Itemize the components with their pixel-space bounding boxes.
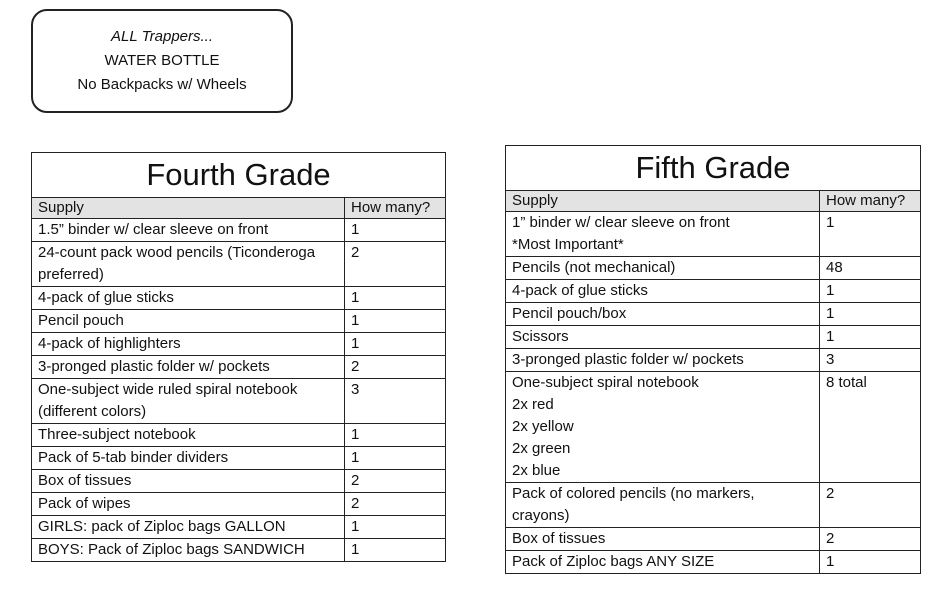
- table-row: [32, 493, 446, 516]
- table-row: [506, 349, 921, 372]
- supply-quantity: 2: [345, 493, 446, 516]
- supply-item-cell: [506, 372, 820, 483]
- notebook-color-blue: 2x blue: [512, 462, 561, 479]
- supply-item: 1.5” binder w/ clear sleeve on front: [32, 219, 345, 242]
- supply-quantity: 3: [345, 379, 446, 424]
- supply-quantity: 1: [820, 303, 921, 326]
- supply-item: Pencil pouch/box: [506, 303, 820, 326]
- notebook-color-yellow: 2x yellow: [512, 418, 574, 435]
- supply-quantity: 2: [820, 483, 921, 528]
- supply-quantity: 1: [345, 424, 446, 447]
- fourth-grade-title: Fourth Grade: [32, 153, 446, 198]
- note-line-all-trappers: ALL Trappers...: [111, 28, 213, 45]
- supply-item: Pack of Ziploc bags ANY SIZE: [506, 551, 820, 574]
- table-row: [506, 372, 921, 483]
- table-row: [32, 219, 446, 242]
- table-row: [506, 528, 921, 551]
- supply-item-note: *Most Important*: [512, 236, 624, 253]
- supply-item: Box of tissues: [506, 528, 820, 551]
- supply-quantity: 1: [820, 551, 921, 574]
- table-row: [32, 516, 446, 539]
- supply-quantity: 1: [345, 219, 446, 242]
- reminder-note-box: [31, 9, 293, 113]
- notebook-color-red: 2x red: [512, 396, 554, 413]
- supply-quantity: 1: [345, 447, 446, 470]
- table-row: [32, 310, 446, 333]
- supply-item: 24-count pack wood pencils (Ticonderoga preferred): [32, 242, 345, 287]
- supply-item: BOYS: Pack of Ziploc bags SANDWICH: [32, 539, 345, 562]
- supply-quantity: 1: [345, 310, 446, 333]
- supply-quantity: 2: [345, 356, 446, 379]
- table-row: [32, 356, 446, 379]
- supply-item: One-subject wide ruled spiral notebook (different colors): [32, 379, 345, 424]
- table-row: [506, 326, 921, 349]
- fifth-grade-title: Fifth Grade: [506, 146, 921, 191]
- supply-item: 4-pack of highlighters: [32, 333, 345, 356]
- supply-item: GIRLS: pack of Ziploc bags GALLON: [32, 516, 345, 539]
- supply-quantity: 8 total: [820, 372, 921, 483]
- table-row: [32, 242, 446, 287]
- supply-item-cell: [506, 212, 820, 257]
- supply-quantity: 2: [820, 528, 921, 551]
- note-line-water-bottle: WATER BOTTLE: [104, 52, 220, 69]
- fourth-grade-quantity-header: How many?: [345, 198, 446, 219]
- supply-quantity: 1: [345, 539, 446, 562]
- supply-quantity: 2: [345, 242, 446, 287]
- table-row: [506, 483, 921, 528]
- supply-quantity: 1: [820, 326, 921, 349]
- table-row: [506, 551, 921, 574]
- supply-quantity: 1: [820, 280, 921, 303]
- supply-item: 3-pronged plastic folder w/ pockets: [506, 349, 820, 372]
- supply-quantity: 1: [345, 516, 446, 539]
- fifth-grade-supply-header: Supply: [506, 191, 820, 212]
- supply-item: Pencils (not mechanical): [506, 257, 820, 280]
- fourth-grade-supply-header: Supply: [32, 198, 345, 219]
- supply-item: 4-pack of glue sticks: [506, 280, 820, 303]
- supply-quantity: 48: [820, 257, 921, 280]
- supply-item: Pack of wipes: [32, 493, 345, 516]
- table-row: [32, 470, 446, 493]
- table-row: [506, 280, 921, 303]
- table-row: [32, 287, 446, 310]
- supply-item: Pack of colored pencils (no markers, crayons): [506, 483, 820, 528]
- supply-item: 1” binder w/ clear sleeve on front: [512, 214, 730, 231]
- table-row: [32, 333, 446, 356]
- supply-item: Scissors: [506, 326, 820, 349]
- supply-quantity: 1: [345, 287, 446, 310]
- table-row: [32, 447, 446, 470]
- supply-item: Box of tissues: [32, 470, 345, 493]
- table-row: [506, 212, 921, 257]
- table-row: [32, 424, 446, 447]
- table-row: [32, 379, 446, 424]
- fourth-grade-supply-table: [31, 152, 446, 562]
- supply-item: One-subject spiral notebook: [512, 374, 699, 391]
- supply-item: Pencil pouch: [32, 310, 345, 333]
- supply-quantity: 2: [345, 470, 446, 493]
- supply-item: Pack of 5-tab binder dividers: [32, 447, 345, 470]
- notebook-color-green: 2x green: [512, 440, 571, 457]
- supply-quantity: 1: [345, 333, 446, 356]
- fifth-grade-quantity-header: How many?: [820, 191, 921, 212]
- supply-item: Three-subject notebook: [32, 424, 345, 447]
- supply-item: 4-pack of glue sticks: [32, 287, 345, 310]
- fifth-grade-supply-table: [505, 145, 921, 574]
- note-line-no-backpacks: No Backpacks w/ Wheels: [77, 76, 247, 93]
- table-row: [506, 257, 921, 280]
- table-row: [32, 539, 446, 562]
- supply-quantity: 3: [820, 349, 921, 372]
- table-row: [506, 303, 921, 326]
- supply-item: 3-pronged plastic folder w/ pockets: [32, 356, 345, 379]
- supply-quantity: 1: [820, 212, 921, 257]
